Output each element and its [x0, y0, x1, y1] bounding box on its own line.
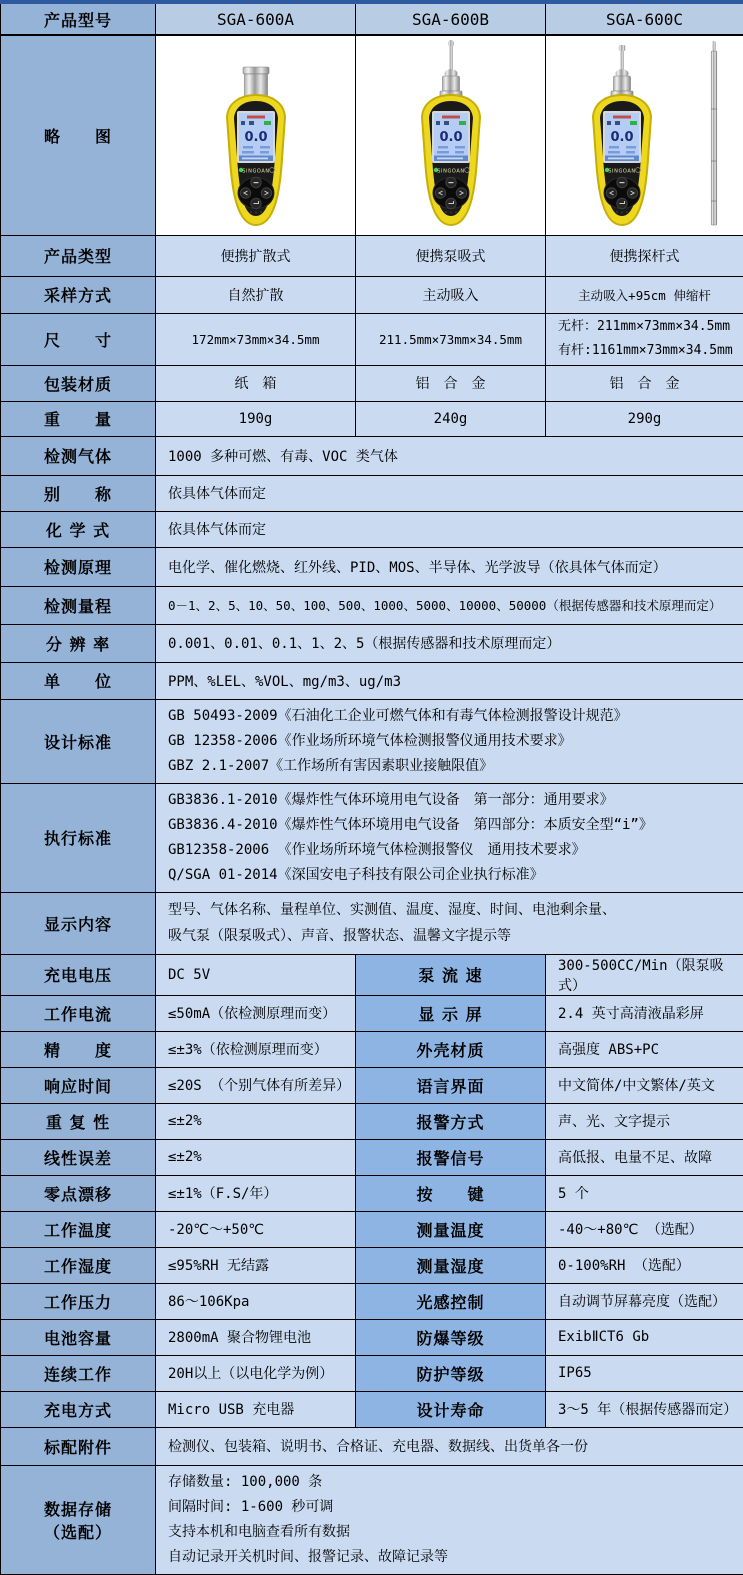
speaker-hole [250, 211, 252, 213]
storage-label-line1: 数据存储 [1, 1497, 155, 1520]
value-sga-600b: 铝 合 金 [356, 365, 546, 401]
value-sga-600a: 190g [156, 401, 356, 436]
device-image-cell-sga-600a [156, 35, 356, 235]
fan-status-icon [444, 121, 449, 125]
screen-timestamp [608, 158, 634, 160]
row-label-left: 电池容量 [1, 1319, 156, 1355]
row-data-storage [1, 1465, 743, 1574]
speaker-hole [616, 211, 618, 213]
row-value-right: ExibⅡCT6 Gb [546, 1319, 743, 1355]
device-sga-600a-image [181, 37, 331, 233]
row-label [1, 1465, 156, 1574]
screen-micro-text [626, 151, 635, 154]
row-label-right: 测量湿度 [356, 1247, 546, 1283]
row-value-left: DC 5V [156, 954, 356, 995]
right-button [261, 188, 271, 198]
row-zero-drift-buttons [1, 1175, 743, 1211]
row-label-left: 精 度 [1, 1031, 156, 1067]
row-label-left: 充电方式 [1, 1391, 156, 1427]
standard-line: GB 12358-2006《作业场所环境气体检测报警仪通用技术要求》 [168, 729, 743, 754]
screen-micro-text [626, 146, 636, 149]
pump-cylinder [613, 76, 630, 91]
row-value-left: 2800mA 聚合物锂电池 [156, 1319, 356, 1355]
left-button [606, 188, 616, 198]
left-button [240, 188, 250, 198]
row-detected-gas [1, 436, 743, 475]
screen-reading: 0.0 [244, 130, 267, 145]
row-value-left: ≤±3%（依检测原理而变） [156, 1031, 356, 1067]
device-sga-600b-image [376, 37, 526, 233]
row-value-left: ≤±2% [156, 1139, 356, 1175]
storage-line: 间隔时间: 1-600 秒可调 [168, 1495, 743, 1520]
row-value-right: 300-500CC/Min（限泵吸式） [546, 954, 743, 995]
screen-micro-text [609, 146, 619, 149]
header-label-product-model: 产品型号 [1, 2, 156, 35]
row-label-left: 工作湿度 [1, 1247, 156, 1283]
screen-micro-text [242, 151, 254, 154]
row-label-right: 测量温度 [356, 1211, 546, 1247]
row-label-left: 线性误差 [1, 1139, 156, 1175]
row-accuracy-shell-material [1, 1031, 743, 1067]
row-value: 检测仪、包装箱、说明书、合格证、充电器、数据线、出货单各一份 [156, 1427, 743, 1465]
screen-micro-text [455, 151, 464, 154]
screen-micro-text [438, 146, 448, 149]
row-label: 检测量程 [1, 586, 156, 624]
right-button [456, 188, 466, 198]
row-value: 电化学、催化燃烧、红外线、PID、MOS、半导体、光学波导（依具体气体而定） [156, 547, 743, 586]
row-value-left: Micro USB 充电器 [156, 1391, 356, 1427]
row-value-left: 86～106Kpa [156, 1283, 356, 1319]
screen-title-bar [442, 116, 460, 119]
row-value [156, 1465, 743, 1574]
row-label-left: 充电电压 [1, 954, 156, 995]
row-value-right: 声、光、文字提示 [546, 1103, 743, 1139]
speaker-hole [450, 212, 452, 214]
battery-icon [459, 121, 466, 125]
row-packaging-material [1, 365, 743, 401]
row-standard-accessories [1, 1427, 743, 1465]
row-label: 单 位 [1, 662, 156, 699]
battery-icon [630, 121, 637, 125]
row-value-left: ≤20S （个别气体有所差异） [156, 1067, 356, 1103]
row-chemical-formula [1, 511, 743, 547]
storage-line: 存储数量: 100,000 条 [168, 1470, 743, 1495]
left-button [435, 188, 445, 198]
menu-glyph [448, 182, 453, 183]
storage-label-line2: （选配） [1, 1520, 155, 1543]
header-row [1, 2, 743, 35]
right-button [627, 188, 637, 198]
screen-reading: 0.0 [439, 130, 462, 145]
row-unit [1, 662, 743, 699]
value-sga-600c: 290g [546, 401, 743, 436]
model-name-sga-600c: SGA-600C [546, 2, 743, 35]
row-label: 检测气体 [1, 436, 156, 475]
row-sampling-method [1, 276, 743, 313]
speaker-hole [255, 212, 257, 214]
row-label: 产品类型 [1, 235, 156, 276]
value-sga-600c: 铝 合 金 [546, 365, 743, 401]
screen-title-bar [613, 116, 631, 119]
probe-tip [448, 40, 453, 47]
standard-line: GB3836.4-2010《爆炸性气体环境用电气设备 第四部分：本质安全型“i”》 [168, 813, 743, 838]
row-value-left: 20H以上（以电化学为例） [156, 1355, 356, 1391]
screen-micro-text [455, 146, 465, 149]
telescopic-rod [711, 51, 717, 225]
battery-icon [264, 121, 271, 125]
dimension-no-rod: 无杆：211mm×73mm×34.5mm [558, 315, 739, 339]
row-value: 0－1、2、5、10、50、100、500、1000、5000、10000、50000（根据传感器和技术原理而定） [156, 586, 743, 624]
standard-line: GB 50493-2009《石油化工企业可燃气体和有毒气体检测报警设计规范》 [168, 704, 743, 729]
screen-micro-text [243, 146, 253, 149]
row-label: 检测原理 [1, 547, 156, 586]
value-sga-600a: 自然扩散 [156, 276, 356, 313]
row-value: 0.001、0.01、0.1、1、2、5（根据传感器和技术原理而定） [156, 624, 743, 662]
speaker-hole [455, 211, 457, 213]
row-value: 1000 多种可燃、有毒、VOC 类气体 [156, 436, 743, 475]
row-label-left: 连续工作 [1, 1355, 156, 1391]
value-sga-600b: 240g [356, 401, 546, 436]
row-label-right: 显 示 屏 [356, 995, 546, 1031]
row-label: 化 学 式 [1, 511, 156, 547]
row-value-right: 5 个 [546, 1175, 743, 1211]
value-sga-600a: 纸 箱 [156, 365, 356, 401]
screen-micro-text [260, 146, 270, 149]
fan-status-icon [249, 121, 254, 125]
row-value [156, 699, 743, 783]
brand-text: SINGOAN [437, 169, 464, 175]
row-response-time-language [1, 1067, 743, 1103]
row-value: 依具体气体而定 [156, 475, 743, 511]
row-label: 尺 寸 [1, 313, 156, 365]
row-value [156, 892, 743, 954]
brand-text: SINGOAN [608, 169, 635, 175]
row-label-right: 报警方式 [356, 1103, 546, 1139]
row-value-left: ≤95%RH 无结露 [156, 1247, 356, 1283]
sketch-row [1, 35, 743, 235]
standard-line: GBZ 2.1-2007《工作场所有害因素职业接触限值》 [168, 754, 743, 779]
row-display-content [1, 892, 743, 954]
value-sga-600b: 便携泵吸式 [356, 235, 546, 276]
speaker-status-icon [607, 121, 611, 125]
storage-line: 支持本机和电脑查看所有数据 [168, 1520, 743, 1545]
probe-tip [618, 45, 624, 51]
row-label-right: 报警信号 [356, 1139, 546, 1175]
standard-line: GB3836.1-2010《爆炸性气体环境用电气设备 第一部分：通用要求》 [168, 788, 743, 813]
display-line: 吸气泵（限泵吸式）、声音、报警状态、温馨文字提示等 [168, 923, 743, 949]
row-value-right: 3～5 年（根据传感器而定） [546, 1391, 743, 1427]
row-label-right: 防护等级 [356, 1355, 546, 1391]
row-value-right: 自动调节屏幕亮度（选配） [546, 1283, 743, 1319]
speaker-hole [260, 211, 262, 213]
row-label-sketch: 略 图 [1, 35, 156, 235]
device-image-cell-sga-600c [546, 35, 743, 235]
row-label: 别 称 [1, 475, 156, 511]
row-label-left: 重 复 性 [1, 1103, 156, 1139]
row-battery-capacity-explosion-proof [1, 1319, 743, 1355]
row-working-pressure-light-control [1, 1283, 743, 1319]
row-value: PPM、%LEL、%VOL、mg/m3、ug/m3 [156, 662, 743, 699]
standard-line: GB12358-2006 《作业场所环境气体检测报警仪 通用技术要求》 [168, 838, 743, 863]
display-line: 型号、气体名称、量程单位、实测值、温度、湿度、时间、电池剩余量、 [168, 897, 743, 923]
row-design-standards [1, 699, 743, 783]
row-value-right: 2.4 英寸高清液晶彩屏 [546, 995, 743, 1031]
pump-cylinder [442, 76, 459, 91]
row-label-right: 防爆等级 [356, 1319, 546, 1355]
model-name-sga-600a: SGA-600A [156, 2, 356, 35]
row-label: 采样方式 [1, 276, 156, 313]
menu-glyph [253, 182, 258, 183]
model-name-sga-600b: SGA-600B [356, 2, 546, 35]
row-value-left: ≤50mA（依检测原理而变） [156, 995, 356, 1031]
row-label: 设计标准 [1, 699, 156, 783]
row-value-right: -40～+80℃ （选配） [546, 1211, 743, 1247]
row-label-left: 工作压力 [1, 1283, 156, 1319]
screen-micro-text [260, 151, 269, 154]
value-sga-600c [546, 313, 743, 365]
row-label: 分 辨 率 [1, 624, 156, 662]
row-value-right: IP65 [546, 1355, 743, 1391]
value-sga-600c: 主动吸入+95cm 伸缩杆 [546, 276, 743, 313]
row-resolution [1, 624, 743, 662]
row-value-left: -20℃～+50℃ [156, 1211, 356, 1247]
row-value: 依具体气体而定 [156, 511, 743, 547]
fan-status-icon [615, 121, 620, 125]
row-working-current-display [1, 995, 743, 1031]
row-label: 标配附件 [1, 1427, 156, 1465]
screen-timestamp [242, 158, 268, 160]
row-dimensions [1, 313, 743, 365]
telescopic-rod-tip [712, 41, 715, 51]
row-label-right: 外壳材质 [356, 1031, 546, 1067]
probe-tube [620, 51, 624, 71]
row-value-right: 中文简体/中文繁体/英文 [546, 1067, 743, 1103]
row-repeatability-alarm-mode [1, 1103, 743, 1139]
device-image-cell-sga-600b [356, 35, 546, 235]
value-sga-600c: 便携探杆式 [546, 235, 743, 276]
screen-micro-text [608, 151, 620, 154]
speaker-status-icon [436, 121, 440, 125]
speaker-hole [626, 211, 628, 213]
row-label-right: 设计寿命 [356, 1391, 546, 1427]
screen-reading: 0.0 [610, 130, 633, 145]
menu-glyph [619, 182, 624, 183]
row-label-left: 工作电流 [1, 995, 156, 1031]
probe-tube [449, 46, 453, 70]
row-product-type [1, 235, 743, 276]
row-value-left: ≤±1%（F.S/年） [156, 1175, 356, 1211]
row-detection-range [1, 586, 743, 624]
standard-line: Q/SGA 01-2014《深国安电子科技有限公司企业执行标准》 [168, 863, 743, 888]
dimension-with-rod: 有杆:1161mm×73mm×34.5mm [558, 339, 739, 363]
row-label: 执行标准 [1, 783, 156, 892]
speaker-status-icon [241, 121, 245, 125]
screen-timestamp [437, 158, 463, 160]
row-label: 包装材质 [1, 365, 156, 401]
row-label-left: 工作温度 [1, 1211, 156, 1247]
row-value-left: ≤±2% [156, 1103, 356, 1139]
row-label-left: 响应时间 [1, 1067, 156, 1103]
row-execution-standards [1, 783, 743, 892]
device-sga-600c-image [547, 37, 743, 233]
value-sga-600b: 主动吸入 [356, 276, 546, 313]
value-sga-600a: 172mm×73mm×34.5mm [156, 313, 356, 365]
row-label: 显示内容 [1, 892, 156, 954]
row-working-temp-measure-temp [1, 1211, 743, 1247]
value-sga-600a: 便携扩散式 [156, 235, 356, 276]
row-label-left: 零点漂移 [1, 1175, 156, 1211]
brand-text: SINGOAN [242, 169, 269, 175]
screen-title-bar [247, 116, 265, 119]
row-value-right: 高低报、电量不足、故障 [546, 1139, 743, 1175]
row-charging-method-design-life [1, 1391, 743, 1427]
row-label: 重 量 [1, 401, 156, 436]
row-label-right: 按 键 [356, 1175, 546, 1211]
row-working-humidity-measure-humidity [1, 1247, 743, 1283]
screen-micro-text [437, 151, 449, 154]
row-detection-principle [1, 547, 743, 586]
row-weight [1, 401, 743, 436]
row-value-right: 高强度 ABS+PC [546, 1031, 743, 1067]
row-label-right: 光感控制 [356, 1283, 546, 1319]
row-label-right: 泵 流 速 [356, 954, 546, 995]
value-sga-600b: 211.5mm×73mm×34.5mm [356, 313, 546, 365]
row-charging-voltage-pump-flow [1, 954, 743, 995]
row-value [156, 783, 743, 892]
row-value-right: 0-100%RH （选配） [546, 1247, 743, 1283]
sensor-cap-lip [243, 67, 269, 74]
row-linearity-error-alarm-signal [1, 1139, 743, 1175]
row-alias [1, 475, 743, 511]
speaker-hole [621, 212, 623, 214]
row-label-right: 语言界面 [356, 1067, 546, 1103]
speaker-hole [445, 211, 447, 213]
storage-line: 自动记录开关机时间、报警记录、故障记录等 [168, 1545, 743, 1570]
row-continuous-work-protection-level [1, 1355, 743, 1391]
